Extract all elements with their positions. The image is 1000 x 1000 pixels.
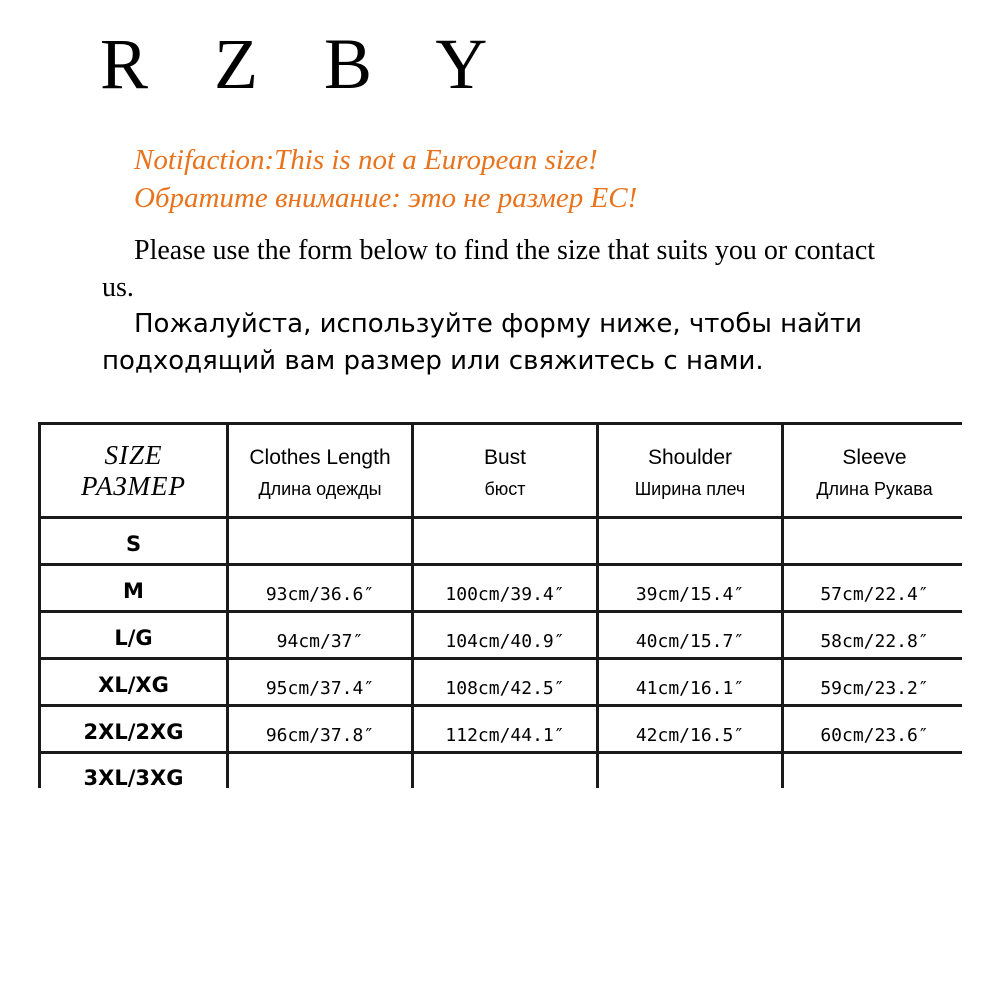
clothes-length-value: 94cm/37″ (229, 613, 411, 657)
column-header-en: Bust (483, 446, 527, 469)
column-header-ru: Длина одежды (258, 479, 382, 499)
bust-value: 108cm/42.5″ (414, 660, 596, 704)
size-label: 2XL/2XG (41, 707, 226, 751)
clothes-length-value: 95cm/37.4″ (229, 660, 411, 704)
column-header-shoulder (599, 425, 781, 516)
clothes-length-value (229, 754, 411, 796)
column-header-bust (414, 425, 596, 516)
sleeve-value: 59cm/23.2″ (784, 660, 965, 704)
sleeve-value: 58cm/22.8″ (784, 613, 965, 657)
size-label: XL/XG (41, 660, 226, 704)
shoulder-value (599, 519, 781, 563)
size-header-en: SIZE (104, 439, 163, 470)
column-header-en: Sleeve (842, 446, 907, 469)
size-table (38, 422, 962, 788)
instructions-ru: Пожалуйста, используйте форму ниже, чтобы найти подходящий вам размер или свяжитесь с нами. (102, 309, 863, 376)
bust-value: 104cm/40.9″ (414, 613, 596, 657)
size-label: M (41, 566, 226, 610)
clothes-length-value: 93cm/36.6″ (229, 566, 411, 610)
column-header-ru: бюст (484, 479, 526, 499)
bust-value: 100cm/39.4″ (414, 566, 596, 610)
size-label: S (41, 519, 226, 563)
sleeve-value: 57cm/22.4″ (784, 566, 965, 610)
size-label: 3XL/3XG (41, 754, 226, 796)
column-header-clothes-length (229, 425, 411, 516)
notice-ru: Обратите внимание: это не размер ЕС! (134, 182, 638, 214)
instructions-en: Please use the form below to find the size that suits you or contact us. (102, 235, 876, 303)
size-header-cell (41, 425, 226, 516)
shoulder-value: 39cm/15.4″ (599, 566, 781, 610)
size-header-ru: РАЗМЕР (80, 470, 187, 501)
bust-value: 112cm/44.1″ (414, 707, 596, 751)
size-label: L/G (41, 613, 226, 657)
shoulder-value: 41cm/16.1″ (599, 660, 781, 704)
clothes-length-value (229, 519, 411, 563)
shoulder-value (599, 754, 781, 796)
column-header-en: Shoulder (647, 446, 733, 469)
column-header-en: Clothes Length (249, 446, 391, 469)
bust-value (414, 519, 596, 563)
bust-value (414, 754, 596, 796)
shoulder-value: 40cm/15.7″ (599, 613, 781, 657)
shoulder-value: 42cm/16.5″ (599, 707, 781, 751)
clothes-length-value: 96cm/37.8″ (229, 707, 411, 751)
sleeve-value: 60cm/23.6″ (784, 707, 965, 751)
column-header-ru: Длина Рукава (816, 479, 933, 499)
column-header-sleeve (784, 425, 965, 516)
sleeve-value (784, 519, 965, 563)
sleeve-value (784, 754, 965, 796)
column-header-ru: Ширина плеч (634, 479, 746, 499)
notice-en: Notifaction:This is not a European size! (134, 144, 598, 176)
brand-logo: R Z B Y (100, 24, 512, 104)
